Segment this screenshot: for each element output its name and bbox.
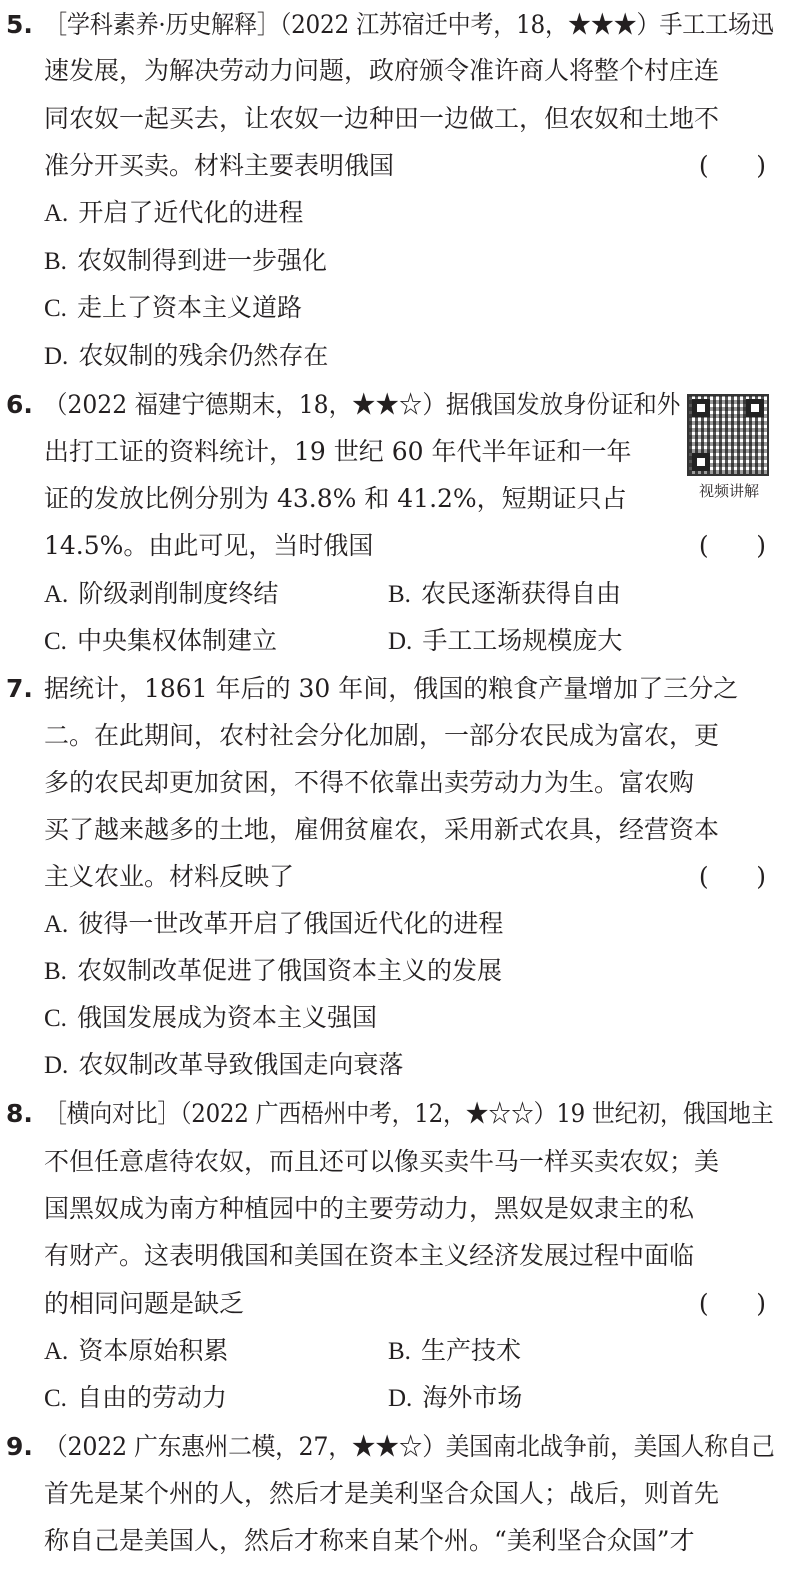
option-letter: D.	[388, 1385, 413, 1412]
option-d[interactable]	[388, 618, 622, 664]
option-b[interactable]	[388, 1328, 521, 1374]
option-d[interactable]	[44, 1042, 403, 1088]
question-stem-line: 据统计，1861 年后的 30 年间，俄国的粮食产量增加了三分之	[44, 674, 739, 703]
question-number: 7.	[6, 674, 33, 703]
option-c[interactable]	[44, 995, 377, 1041]
option-a[interactable]	[44, 571, 278, 617]
question-stem-line: 买了越来越多的土地，雇佣贫雇农，采用新式农具，经营资本	[44, 815, 720, 844]
option-text: 自由的劳动力	[76, 1383, 227, 1412]
option-letter: D.	[388, 628, 413, 655]
question-stem-line: 的相同问题是缺乏	[44, 1289, 245, 1318]
option-text: 彼得一世改革开启了俄国近代化的进程	[78, 909, 504, 938]
option-text: 生产技术	[420, 1336, 521, 1365]
option-letter: B.	[388, 1338, 411, 1365]
question-stem-line: 多的农民却更加贫困，不得不依靠出卖劳动力为生。富农购	[44, 768, 695, 797]
question-stem-line: 速发展，为解决劳动力问题，政府颁令准许商人将整个村庄连	[44, 56, 720, 85]
question-stem-line: 二。在此期间，农村社会分化加剧，一部分农民成为富农，更	[44, 721, 720, 750]
option-text: 资本原始积累	[78, 1336, 229, 1365]
option-letter: C.	[44, 1005, 67, 1032]
answer-bracket: ( )	[698, 862, 766, 891]
option-letter: A.	[44, 911, 69, 938]
option-letter: D.	[44, 1052, 69, 1079]
question-stem-line: 称自己是美国人，然后才称来自某个州。“美利坚合众国”才	[44, 1526, 695, 1555]
question-stem-line: ［学科素养·历史解释］（2022 江苏宿迁中考，18，★★★）手工工场迅	[44, 10, 774, 39]
question-number: 9.	[6, 1432, 33, 1461]
option-d[interactable]	[388, 1375, 522, 1421]
option-text: 海外市场	[422, 1383, 523, 1412]
question-number: 8.	[6, 1099, 33, 1128]
question-stem-line: （2022 广东惠州二模，27，★★☆）美国南北战争前，美国人称自己	[44, 1432, 775, 1461]
option-text: 俄国发展成为资本主义强国	[76, 1003, 377, 1032]
option-letter: A.	[44, 1338, 69, 1365]
option-letter: A.	[44, 200, 69, 227]
question-stem-line: 不但任意虐待农奴，而且还可以像买卖牛马一样买卖农奴；美	[44, 1147, 720, 1176]
option-text: 农民逐渐获得自由	[420, 579, 621, 608]
option-letter: B.	[388, 581, 411, 608]
option-letter: B.	[44, 958, 67, 985]
option-text: 中央集权体制建立	[76, 626, 277, 655]
question-number: 6.	[6, 390, 33, 419]
option-b[interactable]	[44, 948, 502, 994]
question-stem-line: 证的发放比例分别为 43.8% 和 41.2%，短期证只占	[44, 484, 627, 513]
question-stem-line: 首先是某个州的人，然后才是美利坚合众国人；战后，则首先	[44, 1479, 720, 1508]
option-d[interactable]	[44, 333, 328, 379]
option-letter: C.	[44, 1385, 67, 1412]
option-text: 农奴制的残余仍然存在	[78, 341, 329, 370]
option-a[interactable]	[44, 1328, 228, 1374]
answer-bracket: ( )	[698, 151, 766, 180]
option-text: 农奴制改革导致俄国走向衰落	[78, 1050, 404, 1079]
question-stem-line: （2022 福建宁德期末，18，★★☆）据俄国发放身份证和外	[44, 390, 681, 419]
question-stem-line: ［横向对比］（2022 广西梧州中考，12，★☆☆）19 世纪初，俄国地主	[44, 1099, 774, 1128]
option-text: 开启了近代化的进程	[78, 198, 304, 227]
option-b[interactable]	[44, 238, 327, 284]
question-stem-line: 同农奴一起买去，让农奴一边种田一边做工，但农奴和土地不	[44, 104, 720, 133]
option-letter: C.	[44, 628, 67, 655]
option-letter: A.	[44, 581, 69, 608]
question-stem-line: 有财产。这表明俄国和美国在资本主义经济发展过程中面临	[44, 1241, 695, 1270]
question-stem-line: 14.5%。由此可见，当时俄国	[44, 531, 374, 560]
option-c[interactable]	[44, 618, 277, 664]
option-a[interactable]	[44, 901, 503, 947]
option-text: 农奴制改革促进了俄国资本主义的发展	[76, 956, 502, 985]
qr-code-icon[interactable]	[687, 394, 769, 476]
question-stem-line: 主义农业。材料反映了	[44, 862, 295, 891]
option-text: 阶级剥削制度终结	[78, 579, 279, 608]
question-stem-line: 出打工证的资料统计，19 世纪 60 年代半年证和一年	[44, 437, 632, 466]
option-a[interactable]	[44, 190, 303, 236]
option-text: 走上了资本主义道路	[76, 293, 302, 322]
option-c[interactable]	[44, 1375, 227, 1421]
question-stem-line: 准分开买卖。材料主要表明俄国	[44, 151, 395, 180]
question-stem-line: 国黑奴成为南方种植园中的主要劳动力，黑奴是奴隶主的私	[44, 1194, 695, 1223]
option-c[interactable]	[44, 285, 302, 331]
option-letter: B.	[44, 248, 67, 275]
option-text: 农奴制得到进一步强化	[76, 246, 327, 275]
option-letter: C.	[44, 295, 67, 322]
qr-code-label: 视频讲解	[698, 482, 759, 500]
answer-bracket: ( )	[698, 1289, 766, 1318]
answer-bracket: ( )	[698, 531, 766, 560]
option-b[interactable]	[388, 571, 621, 617]
option-text: 手工工场规模庞大	[422, 626, 623, 655]
option-letter: D.	[44, 343, 69, 370]
question-number: 5.	[6, 10, 33, 39]
